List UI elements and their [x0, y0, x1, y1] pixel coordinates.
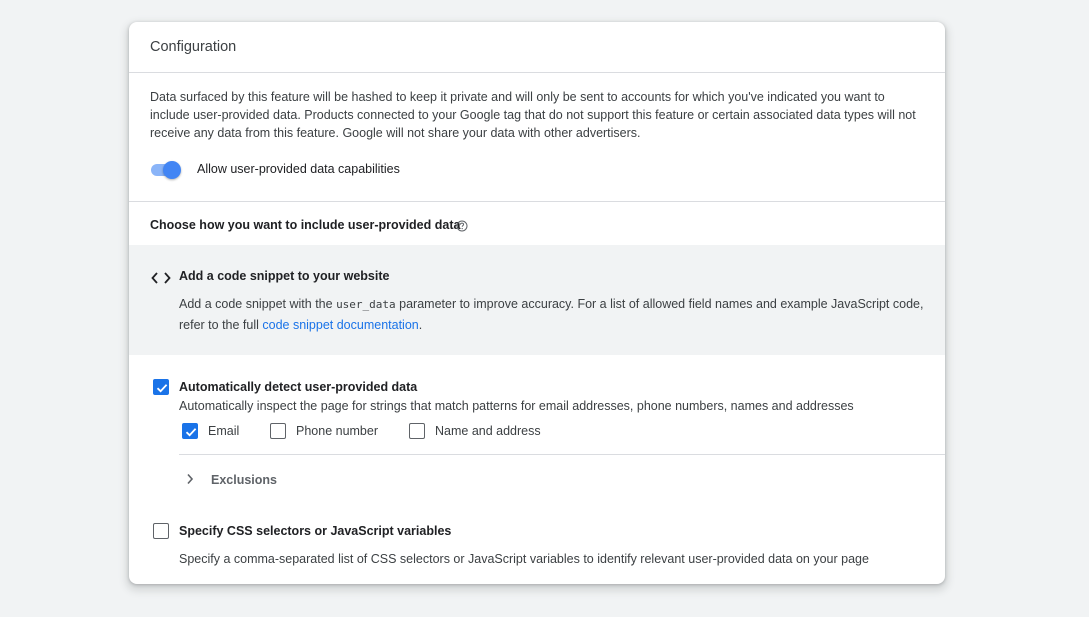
card-header [129, 22, 945, 73]
exclusions-toggle[interactable]: Exclusions [211, 473, 277, 487]
name-and-address-label: Name and address [435, 424, 541, 438]
css-selectors-checkbox[interactable] [153, 523, 169, 539]
code-snippet-title: Add a code snippet to your website [179, 269, 390, 283]
code-snippet-description [179, 294, 929, 336]
toggle-thumb [163, 161, 181, 179]
email-checkbox[interactable] [182, 423, 198, 439]
code-snippet-desc-prefix: Add a code snippet with the [179, 297, 337, 311]
code-snippet-desc-suffix: . [418, 318, 423, 332]
divider [179, 454, 945, 455]
chevron-right-icon[interactable] [185, 473, 195, 485]
name-and-address-checkbox[interactable] [409, 423, 425, 439]
phone-number-label: Phone number [296, 424, 379, 438]
code-snippet-option[interactable] [129, 245, 945, 355]
css-selectors-description: Specify a comma-separated list of CSS selectors or JavaScript variables to identify relevant user-provided data on your page [179, 552, 869, 566]
code-snippet-desc-middle: parameter to improve accuracy. For a list of allowed field names and example JavaScript code, refer to the full [179, 297, 924, 332]
code-icon [151, 271, 171, 285]
code-snippet-documentation-link[interactable]: code snippet documentation [262, 318, 419, 332]
email-label: Email [208, 424, 240, 438]
choose-heading: Choose how you want to include user-provided data [150, 218, 461, 232]
toggle-label: Allow user-provided data capabilities [197, 162, 400, 176]
phone-number-checkbox[interactable] [270, 423, 286, 439]
auto-detect-checkbox[interactable] [153, 379, 169, 395]
privacy-description: Data surfaced by this feature will be hashed to keep it private and will only be sent to accounts for which you've indicated you want to include user-provided data. Products connected to your Google tag that do not support this feature or certain associated data types will not receive any data from this feature. Google will not share your data with other advertisers. [150, 90, 916, 140]
auto-detect-title: Automatically detect user-provided data [179, 380, 418, 394]
css-selectors-title: Specify CSS selectors or JavaScript variables [179, 524, 452, 538]
checkmark-icon [183, 424, 199, 440]
user-data-param: user_data [336, 298, 396, 311]
auto-detect-description: Automatically inspect the page for strings that match patterns for email addresses, phone numbers, names and addresses [179, 399, 854, 413]
configuration-card [129, 22, 945, 584]
card-title: Configuration [150, 39, 237, 55]
divider [129, 201, 945, 202]
user-data-toggle[interactable] [151, 161, 181, 179]
checkmark-icon [154, 380, 170, 396]
help-circle-icon[interactable] [456, 220, 468, 232]
